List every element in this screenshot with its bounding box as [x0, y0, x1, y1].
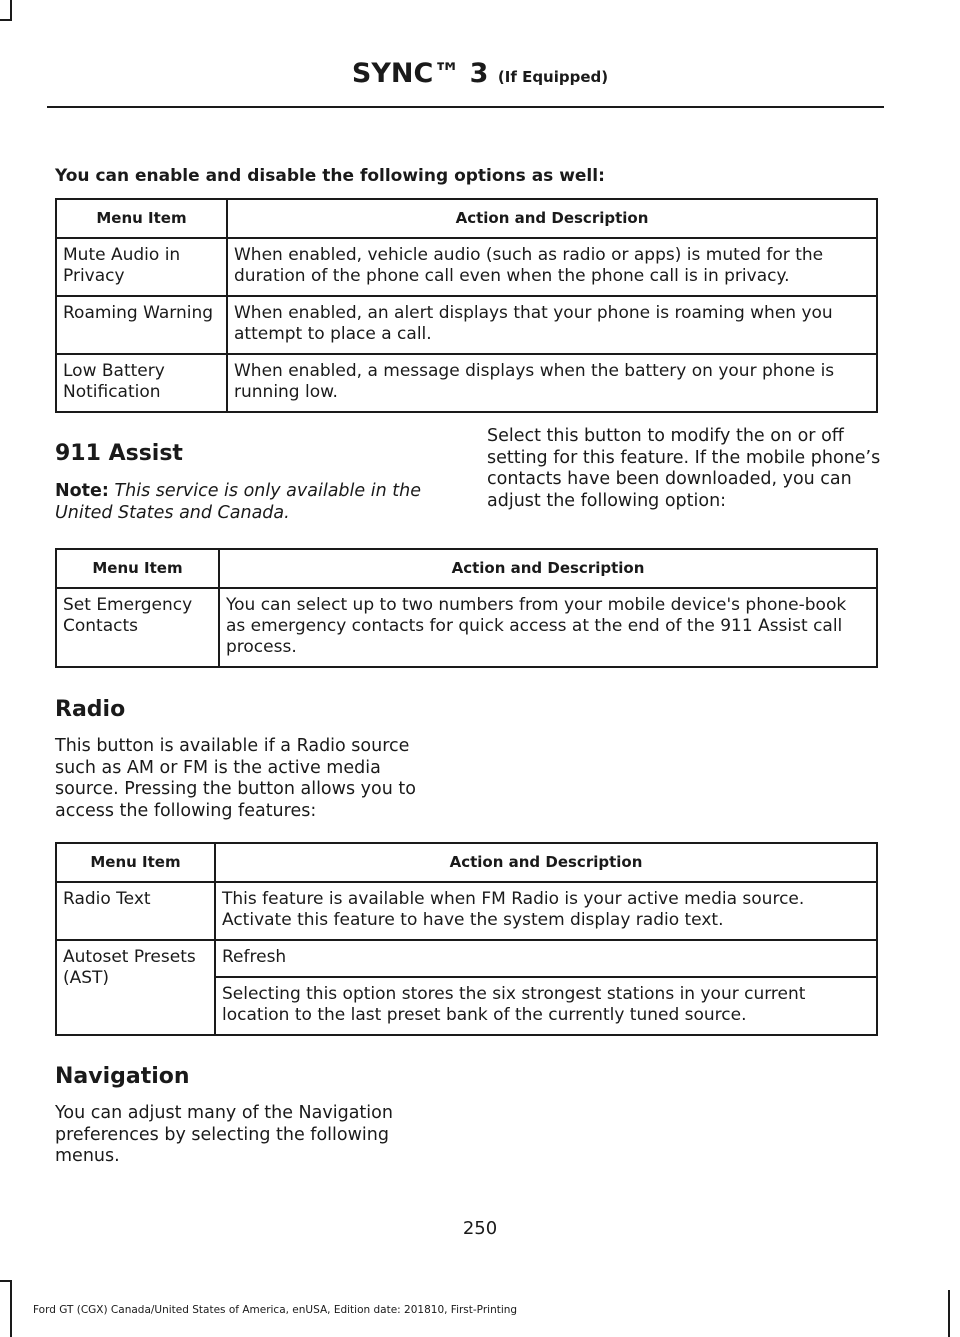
section-heading-navigation: Navigation: [55, 1064, 190, 1089]
table-header-row: [56, 549, 877, 588]
crop-mark: [0, 1280, 12, 1282]
description-cell: Refresh: [215, 940, 877, 977]
description-cell: This feature is available when FM Radio is your active media source. Activate this feature to have the system display radio text.: [215, 882, 877, 940]
radio-table: [55, 842, 878, 1036]
header-title: SYNC™ 3: [351, 58, 489, 89]
footer-text: Ford GT (CGX) Canada/United States of America, enUSA, Edition date: 201810, First-Printing: [33, 1304, 518, 1316]
radio-description: This button is available if a Radio source such as AM or FM is the active media source. Pressing the button allows you to access the following features:: [55, 736, 416, 821]
menu-item-cell: Autoset Presets (AST): [56, 940, 215, 1035]
crop-mark: [10, 0, 12, 20]
options-table: [55, 198, 878, 413]
column-header: Action and Description: [215, 843, 877, 882]
navigation-description: You can adjust many of the Navigation preferences by selecting the following menus.: [55, 1103, 393, 1166]
description-cell: Selecting this option stores the six strongest stations in your current location to the last preset bank of the currently tuned source.: [215, 977, 877, 1035]
crop-mark: [948, 1290, 950, 1337]
description-cell: When enabled, vehicle audio (such as radio or apps) is muted for the duration of the phone call even when the phone call is in privacy.: [227, 238, 877, 296]
menu-item-cell: Radio Text: [56, 882, 215, 940]
table-row: [56, 940, 877, 977]
header-rule: [47, 106, 884, 108]
column-header: Action and Description: [227, 199, 877, 238]
assist-description: Select this button to modify the on or off setting for this feature. If the mobile phone’s contacts have been downloaded, you can adjust the following option:: [487, 426, 881, 511]
section-heading-911-assist: 911 Assist: [55, 441, 183, 466]
description-cell: You can select up to two numbers from your mobile device's phone-book as emergency contacts for quick access at the end of the 911 Assist call process.: [219, 588, 877, 667]
description-cell: When enabled, an alert displays that your phone is roaming when you attempt to place a call.: [227, 296, 877, 354]
page-number: 250: [462, 1218, 498, 1239]
intro-text: You can enable and disable the following options as well:: [55, 166, 605, 186]
section-heading-radio: Radio: [55, 697, 126, 722]
menu-item-cell: Low Battery Notification: [56, 354, 227, 412]
note-text: This service is only available in the United States and Canada.: [55, 481, 421, 523]
header-subtitle: (If Equipped): [497, 68, 609, 86]
table-row: [56, 296, 877, 354]
note-paragraph: [55, 481, 445, 524]
crop-mark: [0, 19, 12, 21]
column-header: Menu Item: [56, 199, 227, 238]
page-header: [0, 58, 960, 89]
menu-item-cell: Mute Audio in Privacy: [56, 238, 227, 296]
assist-table: [55, 548, 878, 668]
table-row: [56, 588, 877, 667]
table-row: [56, 882, 877, 940]
note-label: Note:: [55, 481, 109, 501]
table-row: [56, 238, 877, 296]
table-header-row: [56, 199, 877, 238]
column-header: Action and Description: [219, 549, 877, 588]
table-header-row: [56, 843, 877, 882]
column-header: Menu Item: [56, 843, 215, 882]
menu-item-cell: Set Emergency Contacts: [56, 588, 219, 667]
table-row: [56, 354, 877, 412]
crop-mark: [10, 1280, 12, 1337]
description-cell: When enabled, a message displays when the battery on your phone is running low.: [227, 354, 877, 412]
menu-item-cell: Roaming Warning: [56, 296, 227, 354]
column-header: Menu Item: [56, 549, 219, 588]
